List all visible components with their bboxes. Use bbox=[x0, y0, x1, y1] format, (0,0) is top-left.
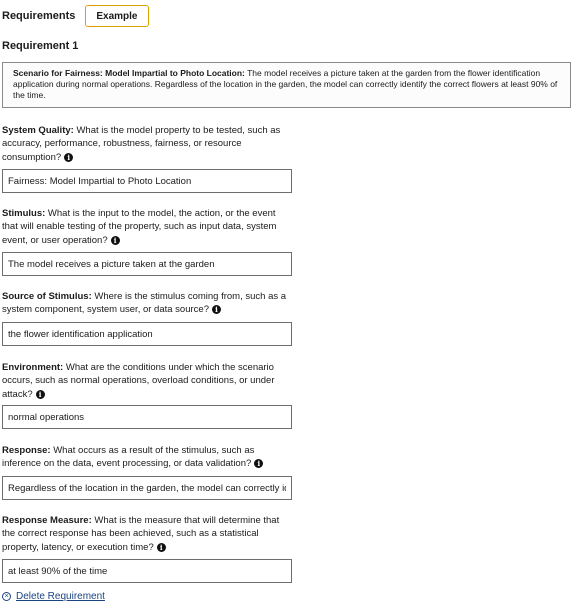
response-measure-label bbox=[2, 514, 292, 554]
info-icon[interactable]: i bbox=[64, 153, 73, 162]
field-question: What is the model property to be tested, such as accuracy, performance, robustness, fairness, or resource consumption? bbox=[2, 125, 281, 163]
environment-input[interactable] bbox=[2, 405, 292, 429]
response-input[interactable] bbox=[2, 476, 292, 500]
scenario-text: The model receives a picture taken at the garden from the flower identification application during normal operations. Regardless of the location in the garden, the model can correctly identify the correct flowers at least 90% of the time. bbox=[13, 68, 558, 100]
info-icon[interactable]: i bbox=[254, 459, 263, 468]
example-button[interactable]: Example bbox=[85, 5, 148, 27]
source-of-stimulus-label bbox=[2, 290, 292, 317]
field-question: What is the input to the model, the action, or the event that will enable testing of the property, such as input data, system event, or user operation? bbox=[2, 208, 277, 246]
field-question: What occurs as a result of the stimulus, such as inference on the data, event processing, or data validation? bbox=[2, 445, 255, 470]
field-question: What are the conditions under which the scenario occurs, such as normal operations, overload conditions, or under attack? bbox=[2, 362, 275, 400]
response-measure-input[interactable] bbox=[2, 559, 292, 583]
field-label-title: Source of Stimulus: bbox=[2, 291, 92, 302]
info-icon[interactable]: i bbox=[157, 543, 166, 552]
requirement-heading: Requirement 1 bbox=[2, 40, 79, 52]
page-title: Requirements bbox=[2, 10, 76, 22]
scenario-summary bbox=[2, 62, 571, 108]
environment-label bbox=[2, 361, 292, 401]
info-icon[interactable]: i bbox=[111, 236, 120, 245]
info-icon[interactable]: i bbox=[212, 305, 221, 314]
requirements-header bbox=[2, 3, 149, 29]
source-of-stimulus-input[interactable] bbox=[2, 322, 292, 346]
delete-requirement-label: Delete Requirement bbox=[16, 591, 105, 602]
field-label-title: Response Measure: bbox=[2, 515, 92, 526]
stimulus-input[interactable] bbox=[2, 252, 292, 276]
system-quality-input[interactable] bbox=[2, 169, 292, 193]
field-question: Where is the stimulus coming from, such as a system component, system user, or data source? bbox=[2, 291, 287, 316]
field-question: What is the measure that will determine that the correct response has been achieved, such as a statistical property, latency, or execution time? bbox=[2, 515, 280, 553]
field-label-title: Response: bbox=[2, 445, 51, 456]
field-label-title: Environment: bbox=[2, 362, 64, 373]
field-label-title: Stimulus: bbox=[2, 208, 46, 219]
info-icon[interactable]: i bbox=[36, 390, 45, 399]
close-circle-icon: × bbox=[2, 592, 11, 601]
stimulus-label bbox=[2, 207, 292, 247]
delete-requirement-link[interactable] bbox=[2, 591, 105, 602]
response-label bbox=[2, 444, 292, 471]
scenario-title: Scenario for Fairness: Model Impartial to Photo Location: bbox=[13, 68, 245, 78]
field-label-title: System Quality: bbox=[2, 125, 74, 136]
system-quality-label bbox=[2, 124, 292, 164]
